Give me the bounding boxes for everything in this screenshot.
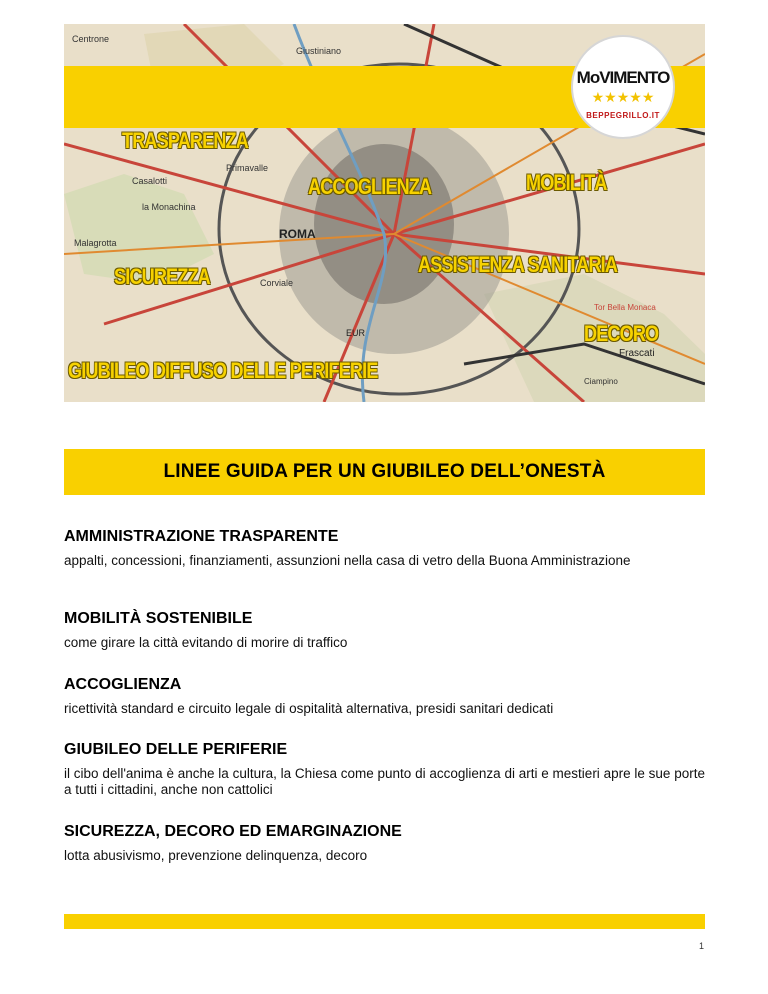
section-text: lotta abusivismo, prevenzione delinquenza, decoro	[64, 848, 368, 863]
map-label-casalotti: Casalotti	[132, 176, 168, 186]
footer-yellow-bar	[64, 914, 705, 929]
map-label-centrone: Centrone	[72, 34, 110, 44]
section-text: il cibo dell'anima è anche la cultura, la Chiesa come punto di accoglienza di arti e mestieri apre le sue porte a tutti i cittadini, anche non cattolici	[64, 766, 705, 797]
section-accoglienza	[64, 676, 705, 717]
section-heading: SICUREZZA, DECORO ED EMARGINAZIONE	[64, 823, 402, 840]
map-label-monachina: la Monachina	[142, 202, 196, 212]
map-label-roma: ROMA	[279, 227, 316, 241]
section-amministrazione	[64, 528, 705, 569]
page-title: LINEE GUIDA PER UN GIUBILEO DELL’ONESTÀ	[163, 461, 606, 482]
logo-site: BEPPEGRILLO.IT	[586, 111, 660, 120]
keyword-decoro: DECORO	[584, 321, 659, 346]
keyword-sicurezza: SICUREZZA	[114, 264, 210, 289]
map-label-frascati: Frascati	[619, 348, 655, 359]
section-heading: MOBILITÀ SOSTENIBILE	[64, 610, 253, 627]
map-label-corviale: Corviale	[260, 278, 294, 288]
keyword-giubileo-periferie: GIUBILEO DIFFUSO DELLE PERIFERIE	[68, 358, 378, 383]
keyword-accoglienza: ACCOGLIENZA	[308, 174, 432, 199]
title-bar	[64, 449, 705, 495]
section-text: come girare la città evitando di morire di traffico	[64, 635, 348, 650]
map-label-primavalle: Primavalle	[226, 163, 269, 173]
map-label-giustiniano: Giustiniano	[296, 46, 342, 56]
map-label-malagrotta: Malagrotta	[74, 238, 117, 248]
section-sicurezza	[64, 823, 705, 864]
hero-map-banner	[64, 24, 705, 402]
movimento-logo	[571, 35, 675, 139]
map-label-eur: EUR	[346, 328, 366, 338]
map-label-ciampino: Ciampino	[584, 377, 618, 386]
map-label-tor-bella-monaca: Tor Bella Monaca	[594, 303, 656, 312]
keyword-assistenza-sanitaria: ASSISTENZA SANITARIA	[418, 252, 618, 277]
logo-word: MoVIMENTO	[576, 68, 670, 87]
page-number: 1	[698, 941, 704, 951]
keyword-mobilita: MOBILITÀ	[526, 170, 607, 195]
logo-stars-icon: ★★★★★	[591, 89, 655, 105]
keyword-trasparenza: TRASPARENZA	[122, 128, 248, 153]
section-mobilita	[64, 610, 705, 651]
section-periferie	[64, 741, 705, 798]
section-text: ricettività standard e circuito legale di ospitalità alternativa, presidi sanitari dedicati	[64, 701, 554, 716]
section-heading: AMMINISTRAZIONE TRASPARENTE	[64, 528, 339, 545]
section-text: appalti, concessioni, finanziamenti, assunzioni nella casa di vetro della Buona Amministrazione	[64, 553, 631, 568]
section-heading: ACCOGLIENZA	[64, 676, 182, 693]
section-heading: GIUBILEO DELLE PERIFERIE	[64, 741, 288, 758]
